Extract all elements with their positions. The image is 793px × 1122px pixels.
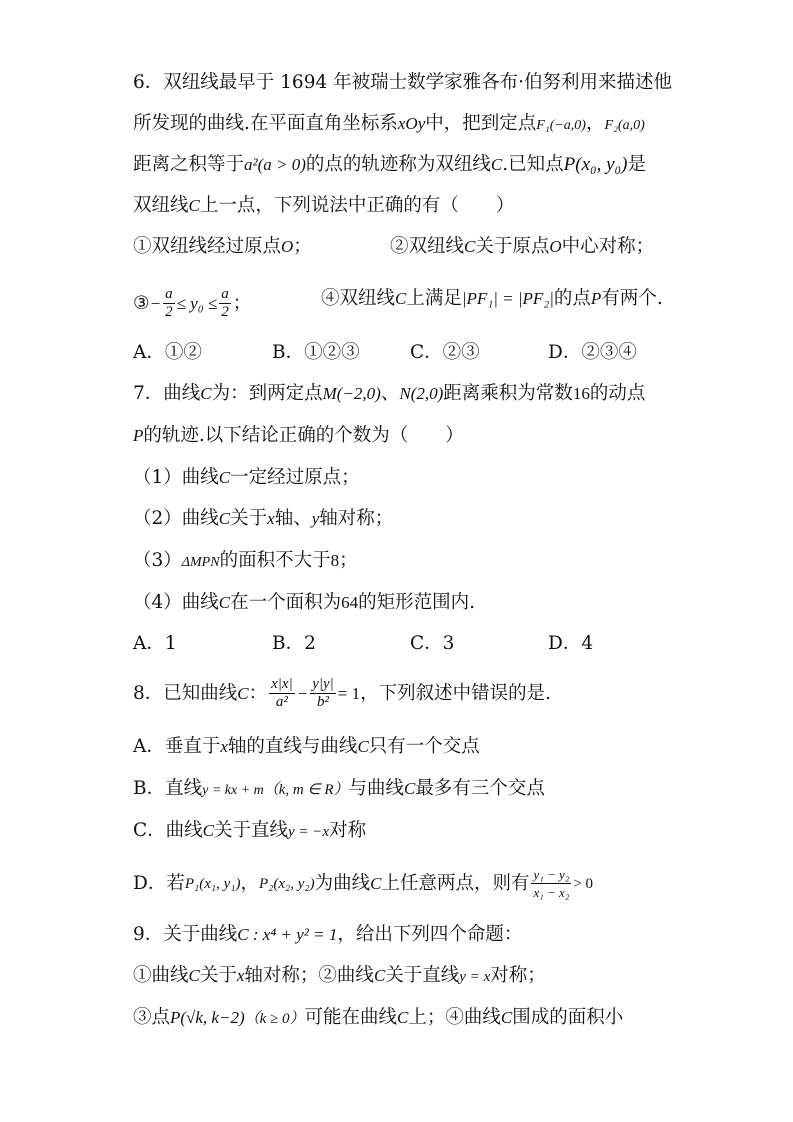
q9-text: 关于直线 (385, 965, 460, 986)
q9-line-3 (133, 1005, 623, 1032)
math-m: M(−2,0) (322, 384, 381, 403)
q9-text: 可能在曲线 (304, 1007, 398, 1028)
q7-text: 的动点 (589, 383, 646, 404)
math-x: x (267, 509, 275, 528)
q7-item-2 (133, 506, 393, 532)
q7-text: 的面积不大于 (219, 550, 331, 571)
q8-text: 上任意两点，则有 (381, 872, 530, 894)
q6-statement-4 (321, 286, 663, 312)
q7-text: 、 (380, 383, 400, 404)
math-k-nonneg: （k ≥ 0） (244, 1011, 305, 1027)
q6-text: 有两个. (601, 288, 663, 309)
math-xoy: xOy (397, 114, 426, 133)
q7-text: 的矩形范围内. (358, 592, 476, 613)
q7-text: 轴、 (274, 508, 312, 529)
fraction-y-abs-y (310, 676, 336, 711)
q6-line-2 (133, 111, 645, 139)
q6-text: 所发现的曲线.在平面直角坐标系 (133, 113, 398, 134)
q6-text: ； (293, 236, 312, 257)
fraction-a-over-2 (219, 286, 231, 321)
math-y-eq-x: y = x (459, 969, 491, 985)
math-c: C (200, 384, 212, 403)
q8-text: 对称 (329, 820, 367, 841)
q8-text: C．曲线 (133, 820, 203, 841)
q6-text: 上一点，下列说法中正确的有（ ） (199, 195, 515, 216)
q8-text: D．若 (133, 872, 185, 894)
q7-item-1 (133, 465, 360, 491)
q6-text: 中，把到定点 (425, 113, 537, 134)
math-point-p: P(√k, k−2) (170, 1008, 245, 1027)
math-curve-eq: C : x⁴ + y² = 1 (237, 925, 338, 944)
frac-num: a (165, 286, 173, 302)
q9-text: ①曲线 (133, 965, 189, 986)
math-f1: F₁(−a,0) (536, 118, 586, 133)
math-p1: P₁(x₁, y₁) (184, 875, 241, 892)
math-c: C (395, 289, 407, 308)
q7-item-4 (133, 590, 475, 616)
frac-num: a (221, 286, 229, 302)
math-equals-1: = 1 (337, 683, 361, 703)
q6-option-c: C．②③ (410, 342, 480, 363)
math-c: C (404, 779, 416, 798)
math-64: 64 (341, 593, 359, 612)
q7-text: 关于 (230, 508, 268, 529)
math-c: C (218, 509, 231, 528)
math-c: C (188, 196, 200, 215)
math-16: 16 (572, 384, 590, 403)
q8-text: 轴的直线与曲线 (227, 736, 358, 757)
fraction-a-over-2 (163, 286, 175, 321)
math-a-squared: a²(a > 0) (244, 155, 306, 174)
q6-text: ④双纽线 (321, 288, 396, 309)
q6-statement-2 (390, 234, 654, 260)
q8-text: 为曲线 (314, 872, 371, 894)
math-pf-equal: |PF₁| = |PF₂| (461, 289, 554, 308)
math-o: O (549, 237, 562, 256)
q7-text: （4）曲线 (133, 592, 219, 613)
q8-text: ，下列叙述中错误的是. (360, 682, 551, 704)
q7-text: （1）曲线 (133, 467, 219, 488)
math-gt-0: > 0 (573, 875, 594, 892)
q9-text: ，给出下列四个命题： (337, 924, 523, 945)
q8-text: 8．已知曲线 (133, 682, 238, 704)
frac-num: x|x| (271, 676, 293, 692)
q7-line-1 (133, 381, 645, 407)
frac-den: a² (275, 694, 288, 710)
q6-statement-3 (133, 286, 251, 321)
math-minus: − (296, 683, 309, 703)
math-p: P(x₀, y₀) (563, 154, 628, 175)
q7-text: 的轨迹.以下结论正确的个数为（ ） (143, 425, 464, 446)
math-c: C (218, 468, 231, 487)
q6-option-b: B．①②③ (272, 342, 360, 363)
math-o: O (281, 237, 294, 256)
math-c: C (357, 737, 369, 756)
q6-text: ③ (133, 292, 150, 314)
q7-line-2 (133, 423, 464, 449)
q7-option-c: C．3 (410, 633, 455, 654)
q8-line-1 (133, 676, 551, 711)
q7-option-b: B．2 (272, 633, 316, 654)
q7-text: 距离乘积为常数 (443, 383, 573, 404)
q8-option-b (133, 776, 545, 804)
q7-text: 为：到两定点 (211, 383, 323, 404)
q8-text: 最多有三个交点 (415, 778, 545, 799)
math-c: C (397, 1008, 409, 1027)
q7-text: 7．曲线 (133, 383, 201, 404)
math-y0-range: ≤ y₀ ≤ (176, 293, 218, 313)
q6-line-3 (133, 152, 646, 178)
q6-text: ②双纽线 (390, 236, 465, 257)
q9-text: 对称； (490, 965, 546, 986)
frac-num: y₁ − y₂ (533, 867, 570, 882)
math-p: P (133, 426, 144, 445)
q6-text: ， (585, 113, 605, 134)
frac-den: x₁ − x₂ (533, 885, 570, 900)
math-n: N(2,0) (399, 384, 444, 403)
frac-num: y|y| (312, 676, 334, 692)
math-f2: F₂(a,0) (604, 118, 645, 133)
frac-den: 2 (165, 304, 173, 320)
q9-text: 上；④曲线 (408, 1007, 501, 1028)
q6-text: 双纽线 (133, 195, 189, 216)
q7-text: 在一个面积为 (230, 592, 342, 613)
q6-text: 中心对称； (561, 236, 655, 257)
q6-text: 的点 (553, 288, 591, 309)
q9-text: ③点 (133, 1007, 171, 1028)
math-c: C (490, 155, 503, 174)
q6-text: 是 (627, 154, 647, 175)
q6-option-a: A．①② (133, 342, 202, 363)
math-c: C (370, 873, 382, 893)
q6-text: ①双纽线经过原点 (133, 236, 282, 257)
math-line-eq: y = kx + m (202, 783, 264, 798)
math-triangle-mpn: ΔMPN (181, 555, 220, 570)
q9-text: 轴对称；②曲线 (244, 965, 374, 986)
q6-text: 关于原点 (475, 236, 550, 257)
math-c: C (237, 683, 249, 703)
q6-statement-1 (133, 234, 312, 260)
frac-den: b² (316, 694, 329, 710)
q6-text: 的点的轨迹称为双纽线 (305, 154, 491, 175)
q8-text: 关于直线 (214, 820, 289, 841)
q9-text: 围成的面积小 (512, 1007, 624, 1028)
math-k-m-real: （k, m ∈ R） (263, 782, 349, 798)
math-x: x (220, 737, 228, 756)
math-c: C (464, 237, 476, 256)
q9-text: 9．关于曲线 (133, 924, 238, 945)
q7-text: （3） (133, 550, 182, 571)
q8-option-c (133, 818, 366, 845)
q6-text: ； (232, 292, 252, 314)
q7-text: ； (339, 550, 358, 571)
q6-text: 上满足 (406, 288, 462, 309)
q7-option-d: D．4 (548, 633, 594, 654)
q7-text: 一定经过原点； (230, 467, 360, 488)
q7-option-a: A．1 (133, 633, 177, 654)
q8-text: A．垂直于 (133, 736, 221, 757)
q8-option-a (133, 734, 480, 760)
frac-den: 2 (221, 304, 229, 320)
math-c: C (218, 593, 231, 612)
math-p: P (590, 289, 602, 308)
q9-text: 关于 (199, 965, 237, 986)
q6-text: .已知点 (502, 154, 564, 175)
q6-option-d: D．②③④ (548, 342, 637, 363)
q6-stem-text: 6．双纽线最早于 1694 年被瑞士数学家雅各布·伯努利用来描述他 (133, 72, 672, 93)
math-p2: P₂(x₂, y₂) (258, 875, 315, 892)
math-c: C (202, 821, 214, 840)
q9-line-2 (133, 963, 546, 990)
math-c: C (188, 966, 200, 985)
q7-text: 轴对称； (319, 508, 394, 529)
q7-item-3 (133, 548, 358, 576)
q6-text: 距离之积等于 (133, 154, 245, 175)
math-minus: − (149, 293, 162, 313)
math-x: x (236, 966, 245, 985)
q8-text: ， (240, 872, 259, 894)
math-y-eq-neg-x: y = −x (288, 824, 330, 840)
math-8: 8 (330, 551, 340, 570)
q6-line-4 (133, 193, 514, 219)
q8-text: 只有一个交点 (368, 736, 480, 757)
math-c: C (373, 966, 386, 985)
q6-line-1 (133, 70, 672, 96)
q7-text: （2）曲线 (133, 508, 219, 529)
math-c: C (500, 1008, 513, 1027)
fraction-slope (531, 866, 571, 901)
q8-text: ： (248, 682, 268, 704)
fraction-x-abs-x (269, 676, 295, 711)
q8-option-d (133, 866, 593, 901)
q8-text: B．直线 (133, 778, 203, 799)
math-y: y (311, 509, 320, 528)
q8-text: 与曲线 (348, 778, 405, 799)
q9-line-1 (133, 922, 522, 948)
